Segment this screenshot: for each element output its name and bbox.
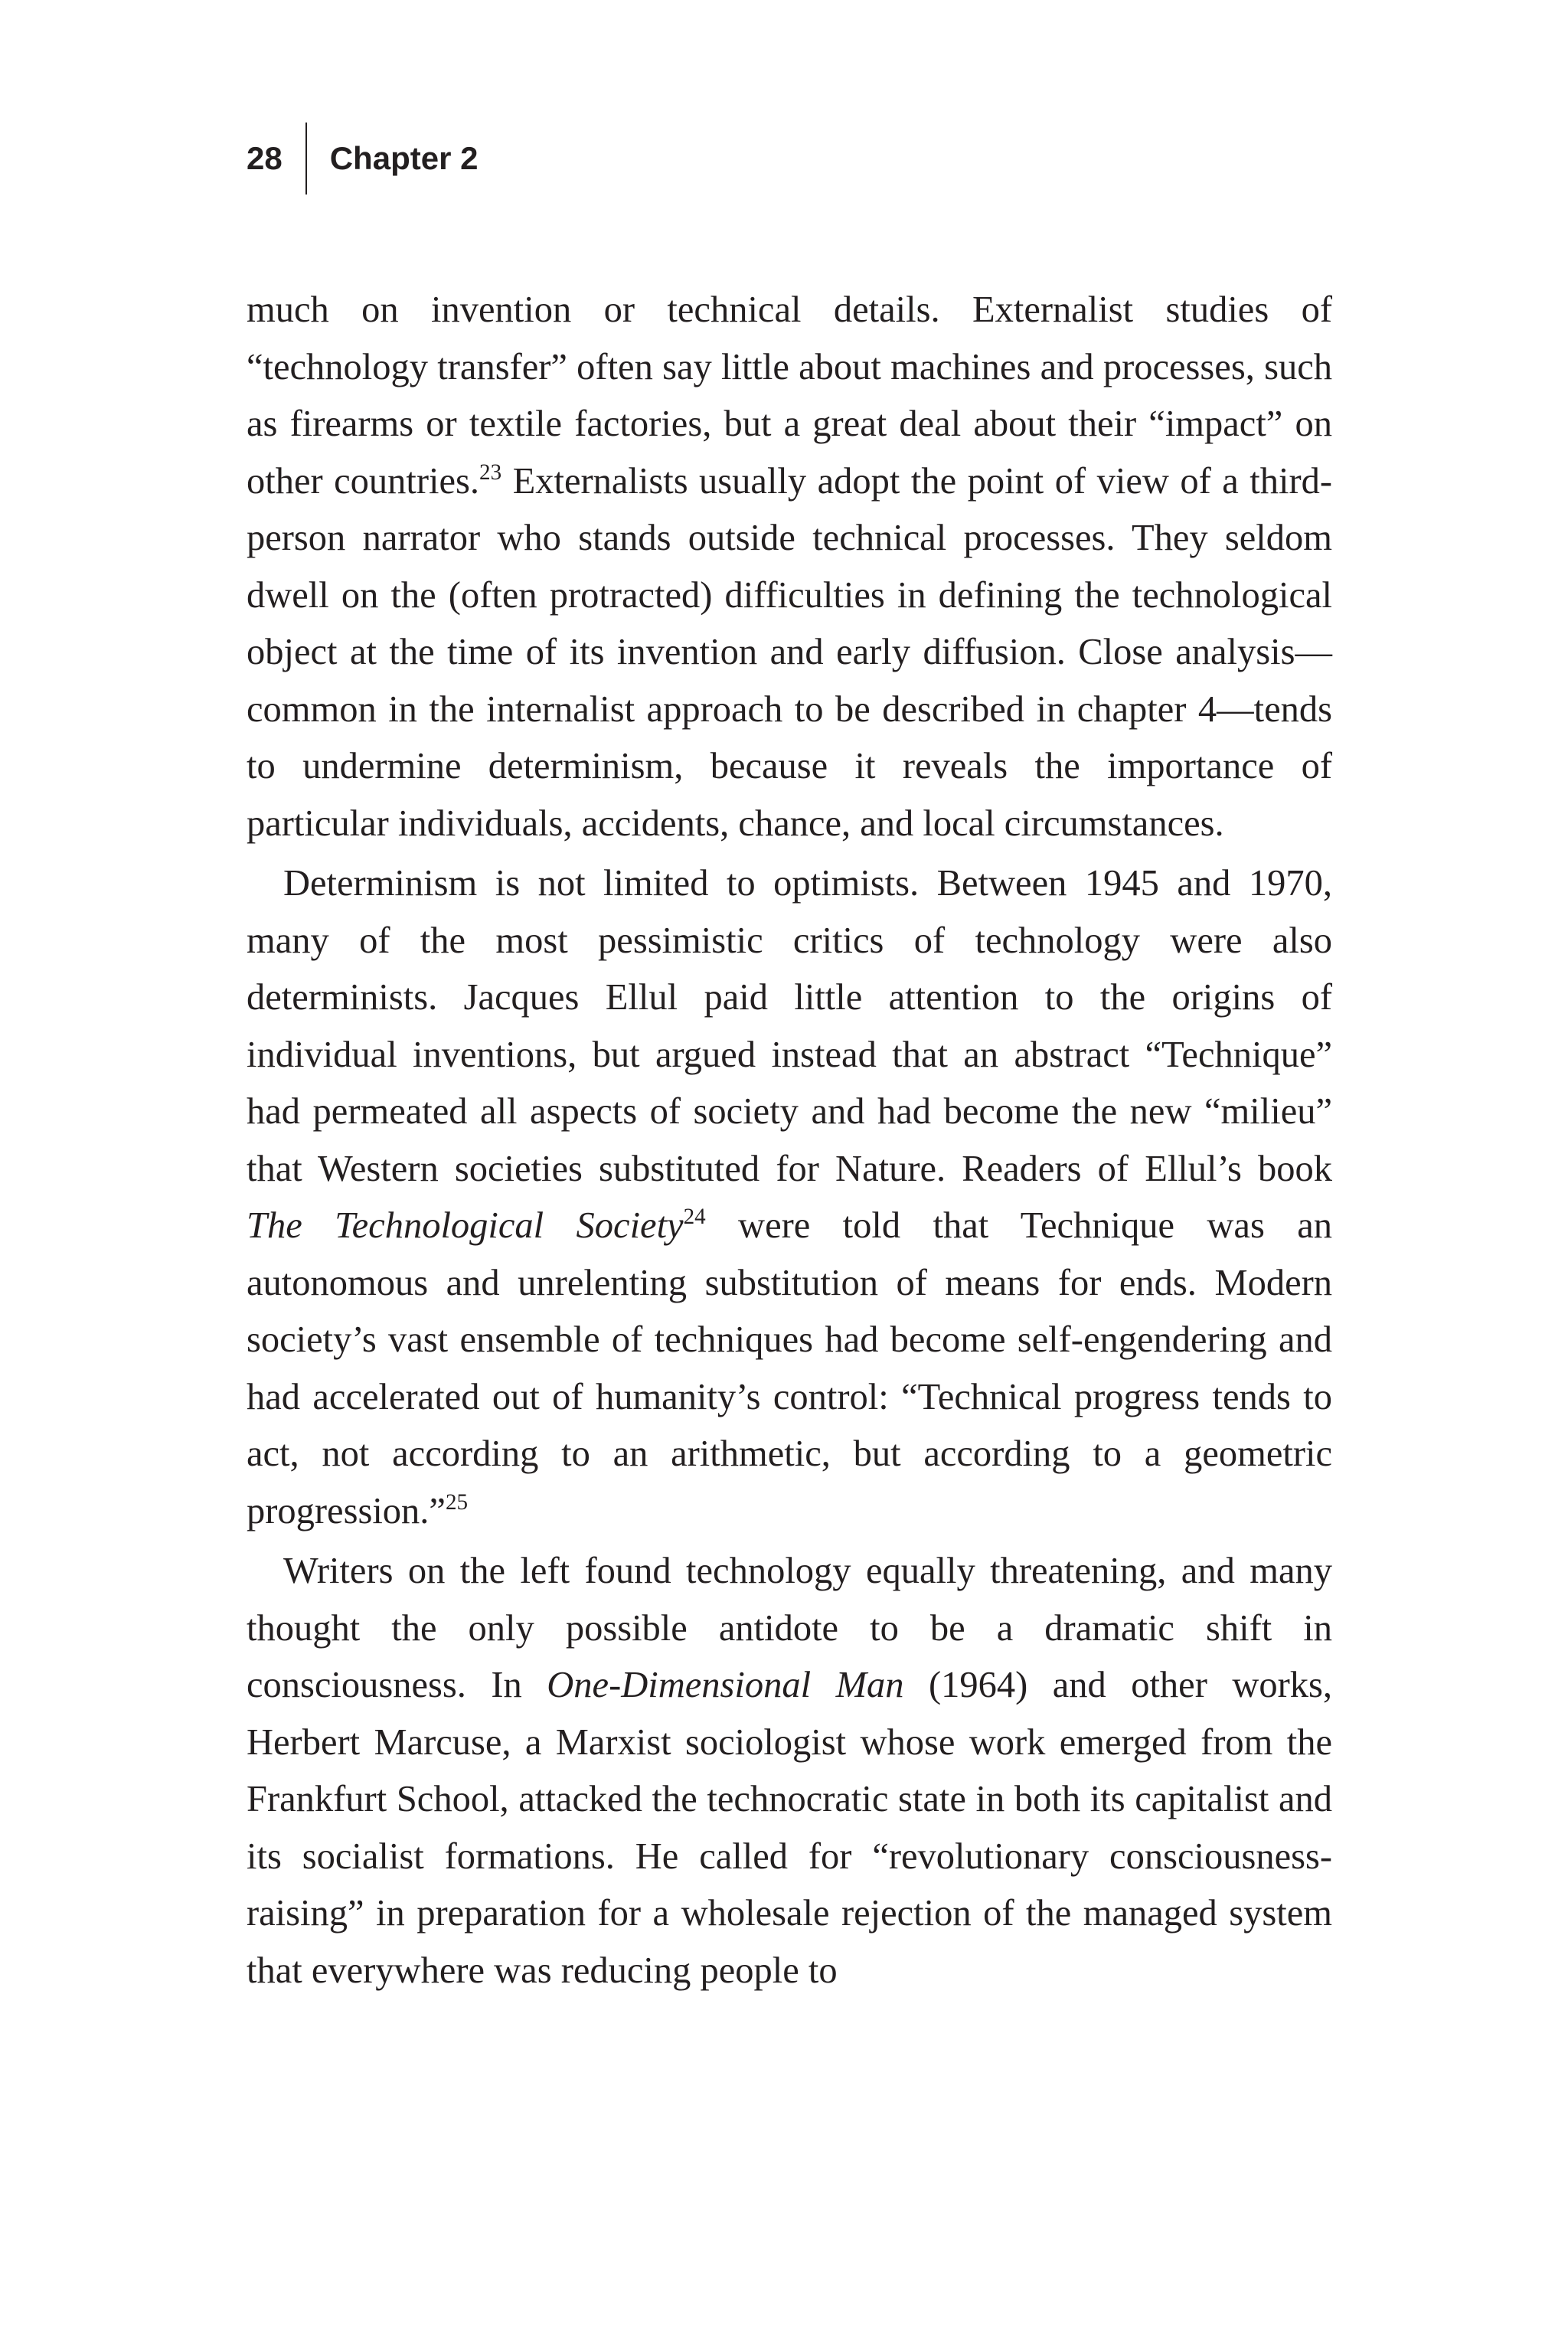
text-run: Writers on the left found technology equally threatening, and many thought the only possible antidote to be a dramatic shift in consciousness. In	[247, 1551, 1332, 1705]
paragraph	[247, 855, 1332, 1540]
running-head	[247, 123, 478, 194]
paragraph	[247, 1543, 1332, 1999]
chapter-title: Chapter 2	[329, 140, 479, 176]
text-run: Externalists usually adopt the point of view of a third-person narrator who stands outside technical processes. They seldom dwell on the (often protracted) difficulties in defining the technological object at the time of its invention and early diffusion. Close analysis—common in the internalist approach to be described in chapter 4—tends to undermine determinism, because it reveals the importance of particular individuals, accidents, chance, and local circumstances.	[247, 460, 1332, 844]
footnote-ref: 25	[445, 1489, 469, 1515]
paragraph	[247, 282, 1332, 852]
footnote-ref: 23	[479, 459, 502, 485]
footnote-ref: 24	[683, 1204, 706, 1229]
text-run: much on invention or technical details. Externalist studies of “technology transfer” often say little about machines and processes, such as firearms or textile factories, but a great deal about their “impact” on other countries.	[247, 289, 1332, 502]
book-title: The Technological Society	[247, 1205, 684, 1246]
text-run: were told that Technique was an autonomous and unrelenting substitution of means for ends. Modern society’s vast ensemble of techniques had become self-engendering and had accelerated out of humanity’s control: “Technical progress tends to act, not according to an arithmetic, but according to a geometric progression.”	[247, 1205, 1332, 1531]
page-number: 28	[247, 140, 283, 176]
text-run: (1964) and other works, Herbert Marcuse, a Marxist sociologist whose work emerged from the Frankfurt School, attacked the technocratic state in both its capitalist and its socialist formations. He called for “revolutionary consciousness-raising” in preparation for a wholesale rejection of the managed system that everywhere was reducing people to	[247, 1665, 1332, 1991]
body-text	[247, 282, 1332, 1999]
text-run: Determinism is not limited to optimists. Between 1945 and 1970, many of the most pessimistic critics of technology were also determinists. Jacques Ellul paid little attention to the origins of individual inventions, but argued instead that an abstract “Technique” had permeated all aspects of society and had become the new “milieu” that Western societies substituted for Nature. Readers of Ellul’s book	[247, 863, 1332, 1189]
book-title: One-Dimensional Man	[547, 1665, 904, 1705]
